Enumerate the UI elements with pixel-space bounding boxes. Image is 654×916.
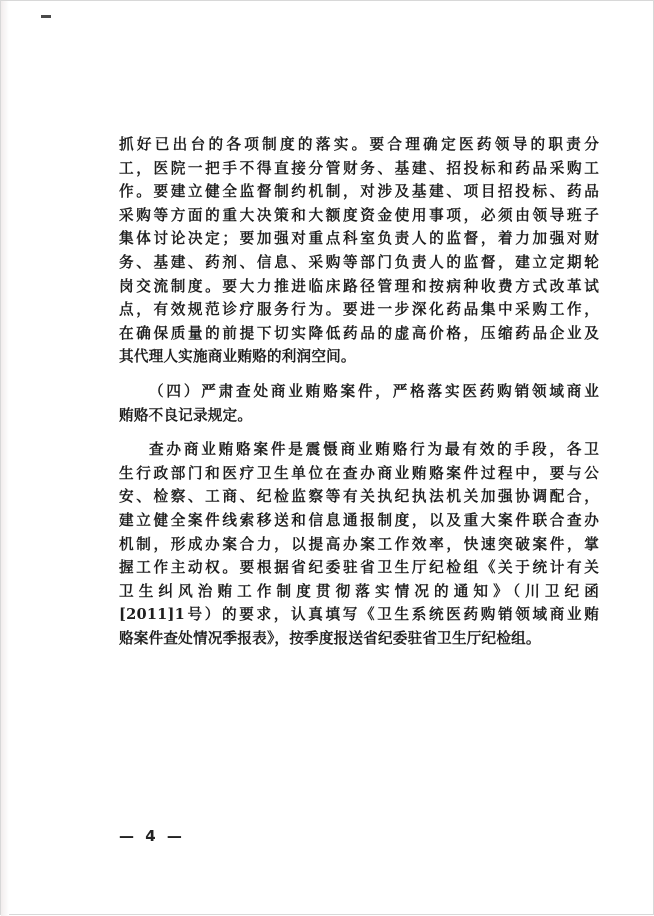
text-line: 生行政部门和医疗卫生单位在查办商业贿赂案件过程中，要与公 (119, 464, 599, 482)
text-line: 抓好已出台的各项制度的落实。要合理确定医药领导的职责分 (119, 136, 599, 153)
text-line: 岗交流制度。要大力推进临床路径管理和按病种收费方式改革试 (119, 277, 599, 295)
text-line: 集体讨论决定；要加强对重点科室负责人的监督，着力加强对财 (119, 230, 599, 248)
text-line: 务、基建、药剂、信息、采购等部门负责人的监督，建立定期轮 (119, 253, 599, 271)
text-line: 机制，形成办案合力，以提高办案工作效率，快速突破案件，掌 (119, 535, 599, 553)
page-number: — 4 — (119, 827, 185, 845)
text-line: 点，有效规范诊疗服务行为。要进一步深化药品集中采购工作， (119, 301, 599, 319)
text-line: 工，医院一把手不得直接分管财务、基建、招投标和药品采购工 (119, 159, 599, 177)
section-heading-line: （四）严肃查处商业贿赂案件，严格落实医药购销领域商业 (149, 382, 599, 400)
text-line: 在确保质量的前提下切实降低药品的虚高价格，压缩药品企业及 (119, 324, 599, 342)
text-line: 其代理人实施商业贿赂的利润空间。 (119, 348, 356, 366)
document-body (119, 133, 599, 650)
scan-edge (1, 1, 9, 916)
text-line: 赂案件查处情况季报表》，按季度报送省纪委驻省卫生厅纪检组。 (119, 629, 541, 647)
text-line: 建立健全案件线索移送和信息通报制度，以及重大案件联合查办 (119, 511, 599, 529)
text-line: 作。要建立健全监督制约机制，对涉及基建、项目招投标、药品 (119, 183, 599, 201)
text-line: 查办商业贿赂案件是震慑商业贿赂行为最有效的手段，各卫 (149, 441, 599, 459)
text-line: 采购等方面的重大决策和大额度资金使用事项，必须由领导班子 (119, 206, 599, 224)
text-line: 卫生纠风治贿工作制度贯彻落实情况的通知》（川卫纪函 (119, 582, 599, 600)
text-line: [2011]1号）的要求，认真填写《卫生系统医药购销领域商业贿 (119, 606, 599, 624)
corner-mark (41, 15, 51, 18)
text-line: 握工作主动权。要根据省纪委驻省卫生厅纪检组《关于统计有关 (119, 559, 599, 577)
text-line: 安、检察、工商、纪检监察等有关执纪执法机关加强协调配合， (119, 488, 599, 506)
section-heading-line: 贿赂不良记录规定。 (119, 406, 253, 424)
